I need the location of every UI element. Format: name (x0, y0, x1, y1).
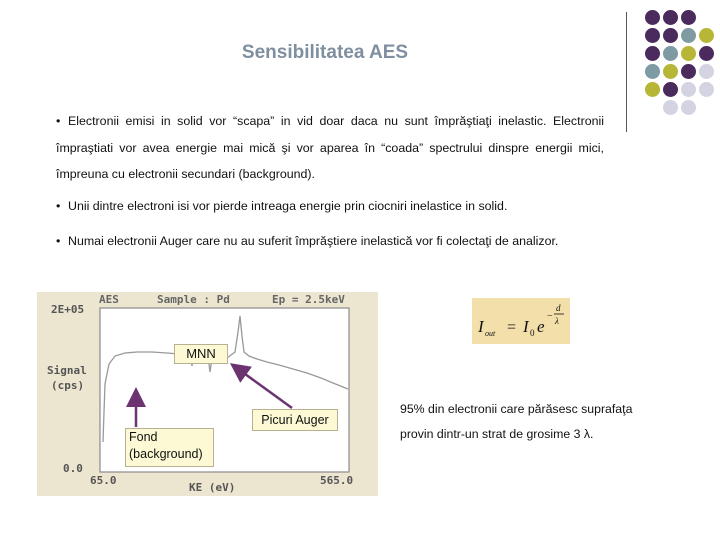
paragraph-text: Unii dintre electroni isi vor pierde intreaga energie prin ciocniri inelastice in solid. (68, 199, 508, 213)
dot (645, 46, 660, 61)
y-top-label: 2E+05 (51, 303, 85, 316)
dot (681, 10, 696, 25)
label-background-line2: (background) (129, 447, 203, 461)
label-mnn: MNN (174, 344, 228, 364)
divider-line (626, 12, 627, 132)
slide-title: Sensibilitatea AES (241, 42, 409, 63)
dot (663, 100, 678, 115)
x-axis-label: KE (eV) (189, 481, 236, 494)
dot (663, 10, 678, 25)
bullet: • (56, 234, 61, 248)
x-right-label: 565.0 (320, 474, 354, 487)
formula-e: e (537, 317, 545, 336)
dot (699, 64, 714, 79)
formula-lhs-sub: out (485, 329, 496, 338)
dot (699, 28, 714, 43)
header-sample: Sample : Pd (157, 293, 230, 306)
paragraph-text: Electronii emisi in solid vor “scapa” in vid doar daca nu sunt împrăştiaţi inelastic. Electronii împraştiati vor avea energie mai mică şi vor aparea în “coada” spectrului dinspre energii mici, împreuna cu electronii secundari (background). (56, 114, 604, 181)
paragraph-energy-loss (56, 193, 604, 220)
decorative-dots (638, 10, 718, 120)
dot (645, 82, 660, 97)
y-bottom-label: 0.0 (63, 462, 83, 475)
attenuation-formula (472, 298, 570, 344)
header-ep: Ep = 2.5keV (272, 293, 345, 306)
dot (663, 46, 678, 61)
dot (681, 64, 696, 79)
paragraph-scattering (56, 108, 604, 188)
header-aes: AES (99, 293, 119, 306)
dot (645, 28, 660, 43)
dot (681, 46, 696, 61)
formula-lhs: I (478, 317, 484, 336)
bullet: • (56, 114, 61, 128)
formula-exp-minus: − (547, 311, 553, 322)
formula-exp-den: λ (555, 316, 559, 326)
dot (663, 28, 678, 43)
formula-equals: = (507, 319, 517, 336)
formula-exp-num: d (556, 303, 561, 313)
bullet: • (56, 199, 61, 213)
paragraph-collected (56, 228, 604, 255)
depth-text-line2: provin dintr-un strat de grosime 3 λ. (400, 427, 594, 441)
formula-i0-sub: 0 (530, 328, 535, 338)
dot (663, 82, 678, 97)
paragraph-text: Numai electronii Auger care nu au suferit împrăştiere inelastică vor fi colectaţi de analizor. (68, 234, 559, 248)
dot (681, 82, 696, 97)
y-axis-label: Signal (47, 364, 87, 377)
depth-text-line1: 95% din electronii care părăsesc suprafaţa (400, 402, 633, 416)
label-auger-peaks: Picuri Auger (252, 409, 338, 431)
dot (699, 46, 714, 61)
label-background (125, 428, 214, 467)
dot (681, 100, 696, 115)
dot (645, 64, 660, 79)
dot (663, 64, 678, 79)
dot (645, 10, 660, 25)
formula-i0: I (523, 317, 529, 336)
dot (699, 82, 714, 97)
label-background-line1: Fond (129, 430, 158, 444)
y-axis-unit: (cps) (51, 379, 85, 392)
x-left-label: 65.0 (90, 474, 117, 487)
dot (681, 28, 696, 43)
